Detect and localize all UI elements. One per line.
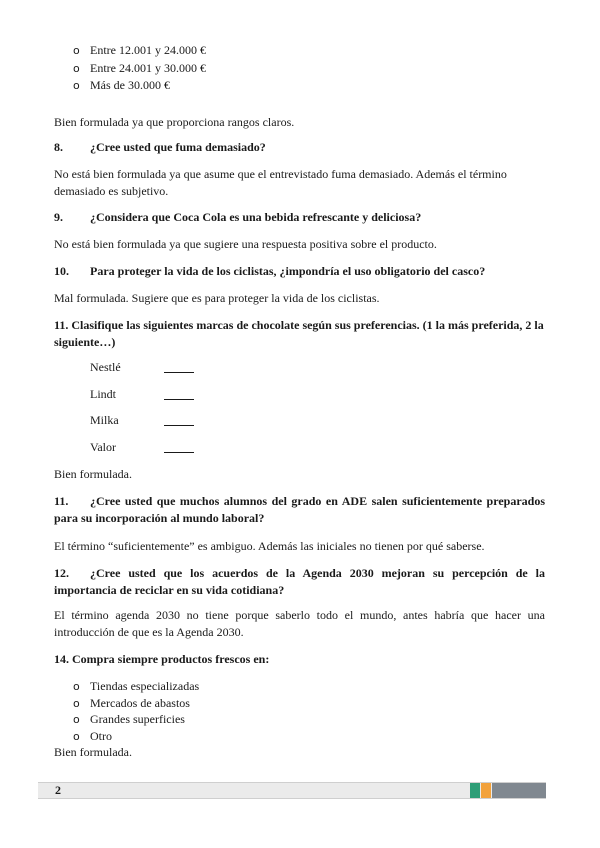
q11-ranking-question: 11. Clasifique las siguientes marcas de chocolate según sus preferencias. (1 la más preferida, 2 la siguiente…) <box>54 318 544 349</box>
q14-option: Tiendas especializadas <box>90 679 200 693</box>
q11-ade-question <box>54 493 545 527</box>
bullet-marker: o <box>73 730 80 743</box>
q14-option: Otro <box>90 729 112 743</box>
q8-number: 8. <box>54 140 63 154</box>
brand-nestle: Nestlé <box>90 360 121 374</box>
q14-option: Grandes superficies <box>90 712 185 726</box>
q14-option: Mercados de abastos <box>90 696 190 710</box>
income-option: Entre 12.001 y 24.000 € <box>90 43 206 57</box>
bullet-marker: o <box>73 44 80 57</box>
q11-ade-number: 11. <box>54 494 69 508</box>
q14-comment: Bien formulada. <box>54 745 132 759</box>
bullet-marker: o <box>73 713 80 726</box>
q9-number: 9. <box>54 210 63 224</box>
q8-question: ¿Cree usted que fuma demasiado? <box>90 140 266 154</box>
rank-blank[interactable] <box>164 425 194 426</box>
rank-blank[interactable] <box>164 452 194 453</box>
rank-blank[interactable] <box>164 372 194 373</box>
income-option: Más de 30.000 € <box>90 78 170 92</box>
footer-green-block <box>470 783 480 798</box>
page-number: 2 <box>55 783 61 797</box>
q14-question: 14. Compra siempre productos frescos en: <box>54 652 270 666</box>
brand-lindt: Lindt <box>90 387 116 401</box>
footer-gray-block <box>492 783 546 798</box>
q12-question-text: ¿Cree usted que los acuerdos de la Agenda 2030 mejoran su percepción de la importancia de reciclar en su vida cotidiana? <box>54 566 545 597</box>
income-option: Entre 24.001 y 30.000 € <box>90 61 206 75</box>
brand-valor: Valor <box>90 440 116 454</box>
footer-orange-block <box>481 783 491 798</box>
bullet-marker: o <box>73 697 80 710</box>
q9-comment: No está bien formulada ya que sugiere una respuesta positiva sobre el producto. <box>54 237 437 251</box>
q12-question <box>54 565 545 599</box>
q8-comment: No está bien formulada ya que asume que el entrevistado fuma demasiado. Además el término demasiado es subjetivo. <box>54 167 507 198</box>
income-comment: Bien formulada ya que proporciona rangos claros. <box>54 115 295 129</box>
q10-comment: Mal formulada. Sugiere que es para proteger la vida de los ciclistas. <box>54 291 380 305</box>
q12-number: 12. <box>54 566 69 580</box>
q11-ranking-comment: Bien formulada. <box>54 467 132 481</box>
q12-comment: El término agenda 2030 no tiene porque saberlo todo el mundo, antes habría que hacer una introducción de que es la Agenda 2030. <box>54 608 545 639</box>
q11-ade-comment: El término “suficientemente” es ambiguo. Además las iniciales no tienen por qué saberse. <box>54 539 485 553</box>
q11-ade-question-text: ¿Cree usted que muchos alumnos del grado en ADE salen suficientemente preparados para su incorporación al mundo laboral? <box>54 494 545 525</box>
bullet-marker: o <box>73 680 80 693</box>
brand-milka: Milka <box>90 413 119 427</box>
q10-number: 10. <box>54 264 69 278</box>
bullet-marker: o <box>73 79 80 92</box>
q10-question: Para proteger la vida de los ciclistas, ¿impondría el uso obligatorio del casco? <box>90 264 486 278</box>
q9-question: ¿Considera que Coca Cola es una bebida refrescante y deliciosa? <box>90 210 422 224</box>
bullet-marker: o <box>73 62 80 75</box>
rank-blank[interactable] <box>164 399 194 400</box>
